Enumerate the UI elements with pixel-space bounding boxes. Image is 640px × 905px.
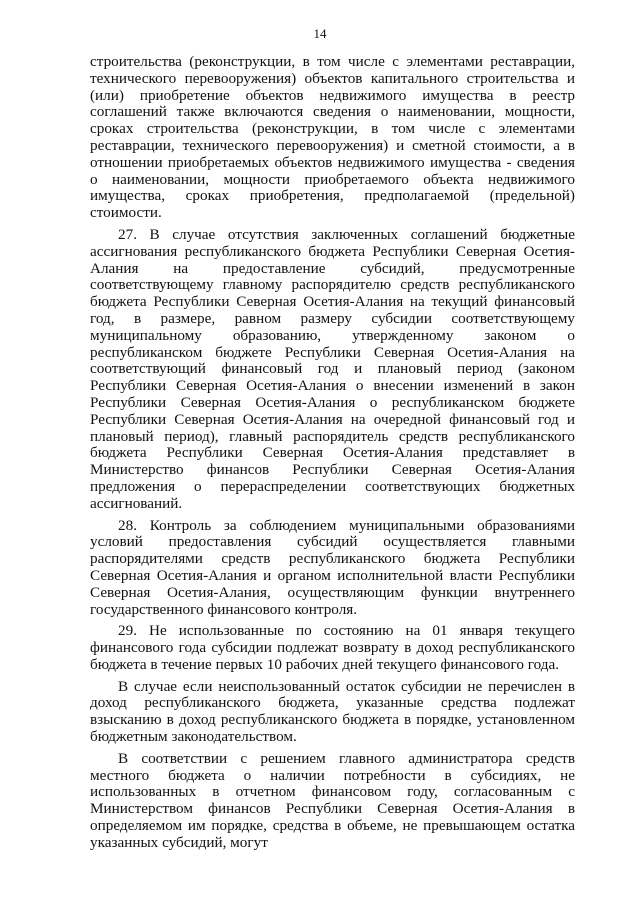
paragraph-29: 29. Не использованные по состоянию на 01 января текущего финансового года субсидии подлежат возврату в доход республиканского бюджета в течение первых 10 рабочих дней текущего финансового года. [90,622,575,673]
document-body [90,54,575,857]
paragraph-continuation: строительства (реконструкции, в том числе с элементами реставрации, технического перевооружения) объектов капитального строительства и (или) приобретение объектов недвижимого имущества в реестр соглашений также включаются сведения о наименовании, мощности, сроках строительства (реконструкции, в том числе с элементами реставрации, технического перевооружения) и сметной стоимости, а в отношении приобретаемых объектов недвижимого имущества - сведения о наименовании, мощности приобретаемого объекта недвижимого имущества, сроках приобретения, предполагаемой (предельной) стоимости. [90,53,575,222]
page-number: 14 [313,26,327,41]
paragraph-27: 27. В случае отсутствия заключенных соглашений бюджетные ассигнования республиканского бюджета Республики Северная Осетия-Алания на предоставление субсидий, предусмотренные соответствующему главному распорядителю средств республиканского бюджета Республики Северная Осетия-Алания на текущий финансовый год, в размере, равном размеру субсидии соответствующему муниципальному образованию, утвержденному законом о республиканском бюджете Республики Северная Осетия-Алания на соответствующий финансовый год и плановый период (законом Республики Северная Осетия-Алания о внесении изменений в закон Республики Северная Осетия-Алания о республиканском бюджете Республики Северная Осетия-Алания на очередной финансовый год и плановый период), главный распорядитель средств республиканского бюджета Республики Северная Осетия-Алания представляет в Министерство финансов Республики Северная Осетия-Алания предложения о перераспределении соответствующих бюджетных ассигнований. [90,225,575,512]
paragraph-28: 28. Контроль за соблюдением муниципальными образованиями условий предоставления субсидий осуществляется главными распорядителями средств республиканского бюджета Республики Северная Осетия-Алания и органом исполнительной власти Республики Северная Осетия-Алания, осуществляющим функции внутреннего государственного финансового контроля. [90,516,575,618]
paragraph-unspent-balance: В случае если неиспользованный остаток субсидии не перечислен в доход республиканского бюджета, указанные средства подлежат взысканию в доход республиканского бюджета в порядке, установленном бюджетным законодательством. [90,677,575,746]
paragraph-administrator-decision: В соответствии с решением главного администратора средств местного бюджета о наличии потребности в субсидиях, не использованных в отчетном финансовом году, согласованным с Министерством финансов Республики Северная Осетия-Алания в определяемом им порядке, средства в объеме, не превышающем остатка указанных субсидий, могут [90,749,575,851]
